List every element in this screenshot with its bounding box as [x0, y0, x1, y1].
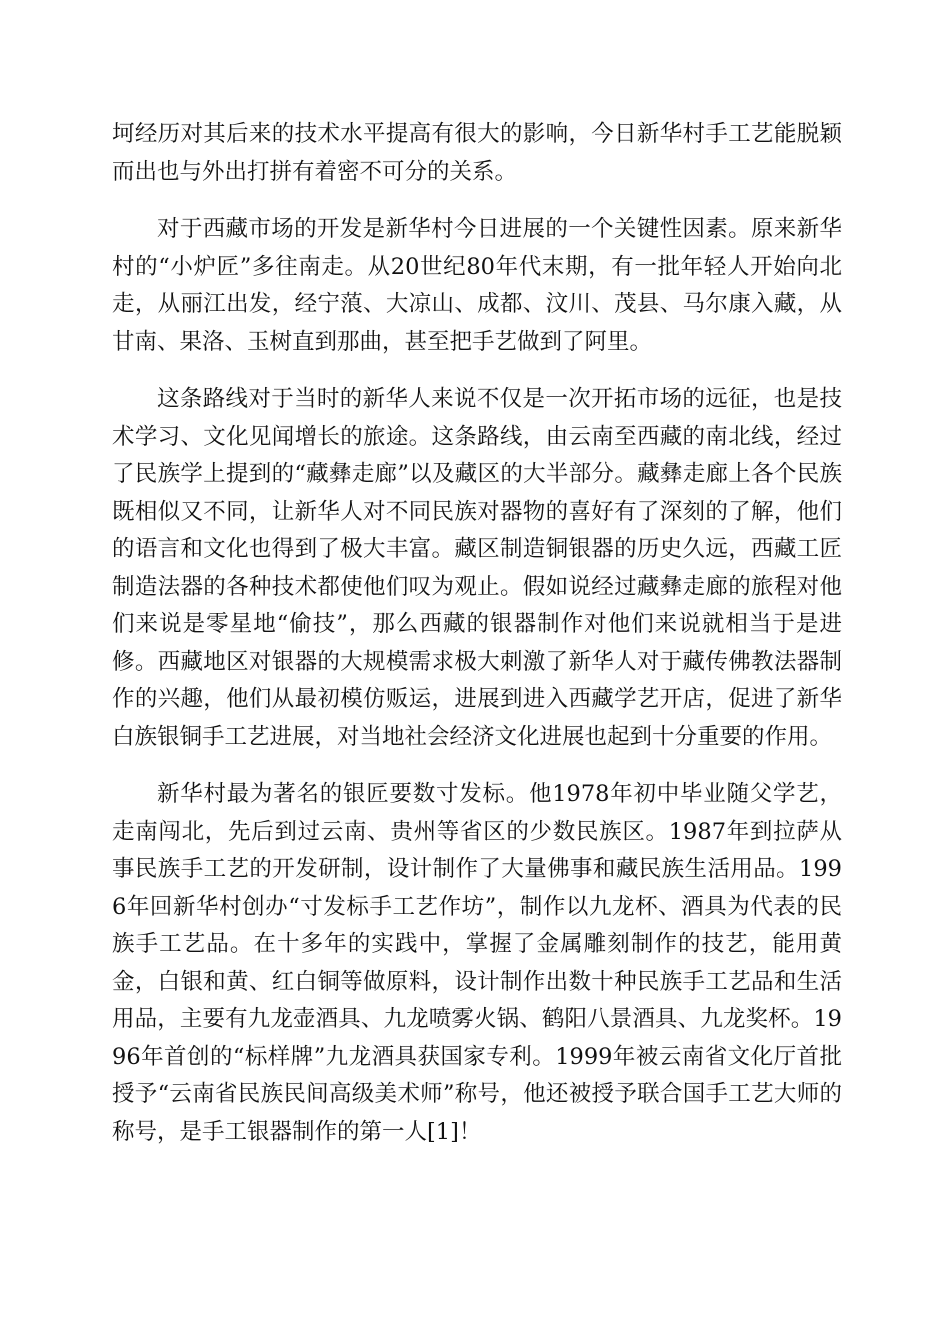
paragraph-3: 这条路线对于当时的新华人来说不仅是一次开拓市场的远征，也是技术学习、文化见闻增长的旅途。这条路线，由云南至西藏的南北线，经过了民族学上提到的“藏彝走廊”以及藏区的大半部分。藏彝走廊上各个民族既相似又不同，让新华人对不同民族对器物的喜好有了深刻的了解，他们的语言和文化也得到了极大丰富。藏区制造铜银器的历史久远，西藏工匠制造法器的各种技术都使他们叹为观止。假如说经过藏彝走廊的旅程对他们来说是零星地“偷技”，那么西藏的银器制作对他们来说就相当于是进修。西藏地区对银器的大规模需求极大刺激了新华人对于藏传佛教法器制作的兴趣，他们从最初模仿贩运，进展到进入西藏学艺开店，促进了新华白族银铜手工艺进展，对当地社会经济文化进展也起到十分重要的作用。 — [112, 386, 842, 750]
paragraph-4: 新华村最为著名的银匠要数寸发标。他1978年初中毕业随父学艺，走南闯北，先后到过云南、贵州等省区的少数民族区。1987年到拉萨从事民族手工艺的开发研制，设计制作了大量佛事和藏民族生活用品。1996年回新华村创办“寸发标手工艺作坊”，制作以九龙杯、酒具为代表的民族手工艺品。在十多年的实践中，掌握了金属雕刻制作的技艺，能用黄金，白银和黄、红白铜等做原料，设计制作出数十种民族手工艺品和生活用品，主要有九龙壶酒具、九龙喷雾火锅、鹤阳八景酒具、九龙奖杯。1996年首创的“标样牌”九龙酒具获国家专利。1999年被云南省文化厅首批授予“云南省民族民间高级美术师”称号，他还被授予联合国手工艺大师的称号，是手工银器制作的第一人[1]！ — [112, 781, 842, 1145]
paragraph-2: 对于西藏市场的开发是新华村今日进展的一个关键性因素。原来新华村的“小炉匠”多往南走。从20世纪80年代末期，有一批年轻人开始向北走，从丽江出发，经宁蒗、大凉山、成都、汶川、茂县、马尔康入藏，从甘南、果洛、玉树直到那曲，甚至把手艺做到了阿里。 — [112, 216, 842, 355]
paragraph-1: 坷经历对其后来的技术水平提高有很大的影响，今日新华村手工艺能脱颖而出也与外出打拼有着密不可分的关系。 — [112, 121, 842, 185]
document-body — [112, 116, 842, 1151]
